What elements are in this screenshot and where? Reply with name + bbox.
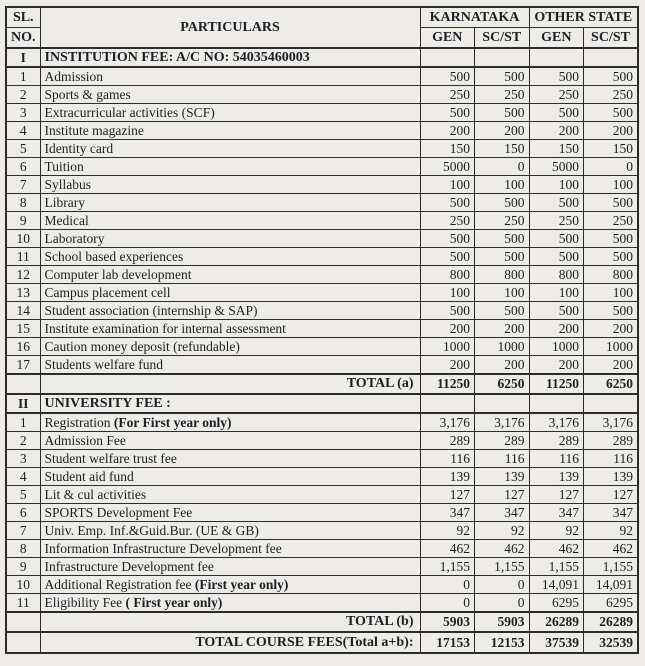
row-serial: 15 bbox=[6, 320, 40, 338]
particulars-text: Infrastructure Development fee bbox=[44, 558, 214, 574]
row-serial: 6 bbox=[6, 504, 40, 522]
cell-value: 250 bbox=[475, 86, 530, 104]
cell-value: 100 bbox=[584, 284, 639, 302]
fee-row bbox=[6, 522, 638, 540]
cell-value: 500 bbox=[475, 67, 530, 86]
row-particulars bbox=[40, 248, 420, 266]
cell-value: 5000 bbox=[420, 158, 475, 176]
total-serial bbox=[6, 374, 40, 394]
cell-value: 462 bbox=[529, 540, 584, 558]
cell-value: 139 bbox=[584, 468, 639, 486]
cell-value: 1,155 bbox=[475, 558, 530, 576]
section-serial: II bbox=[6, 394, 40, 413]
row-particulars bbox=[40, 576, 420, 594]
total-label: TOTAL (b) bbox=[40, 612, 420, 632]
row-particulars bbox=[40, 356, 420, 375]
section-serial: I bbox=[6, 48, 40, 67]
row-serial: 9 bbox=[6, 212, 40, 230]
row-serial: 16 bbox=[6, 338, 40, 356]
header-sl: SL. bbox=[6, 7, 40, 28]
fee-row bbox=[6, 468, 638, 486]
cell-value: 347 bbox=[475, 504, 530, 522]
cell-value: 250 bbox=[475, 212, 530, 230]
cell-value: 5903 bbox=[420, 612, 475, 632]
row-particulars bbox=[40, 450, 420, 468]
cell-value bbox=[584, 48, 639, 67]
row-serial: 12 bbox=[6, 266, 40, 284]
cell-value: 11250 bbox=[420, 374, 475, 394]
row-serial: 14 bbox=[6, 302, 40, 320]
cell-value: 500 bbox=[584, 194, 639, 212]
cell-value: 250 bbox=[420, 212, 475, 230]
cell-value: 200 bbox=[475, 356, 530, 375]
row-particulars bbox=[40, 122, 420, 140]
row-serial: 2 bbox=[6, 432, 40, 450]
row-serial: 17 bbox=[6, 356, 40, 375]
cell-value: 200 bbox=[584, 122, 639, 140]
cell-value: 500 bbox=[529, 248, 584, 266]
cell-value: 500 bbox=[529, 230, 584, 248]
cell-value: 462 bbox=[475, 540, 530, 558]
particulars-text: Medical bbox=[44, 212, 89, 228]
fee-row bbox=[6, 413, 638, 432]
cell-value: 26289 bbox=[529, 612, 584, 632]
cell-value: 200 bbox=[529, 356, 584, 375]
cell-value: 200 bbox=[420, 356, 475, 375]
header-karnataka-gen: GEN bbox=[420, 28, 475, 49]
cell-value bbox=[475, 48, 530, 67]
cell-value: 200 bbox=[475, 122, 530, 140]
fee-row bbox=[6, 67, 638, 86]
fee-row bbox=[6, 266, 638, 284]
cell-value: 289 bbox=[584, 432, 639, 450]
cell-value: 500 bbox=[475, 104, 530, 122]
cell-value: 500 bbox=[420, 248, 475, 266]
row-serial: 7 bbox=[6, 522, 40, 540]
cell-value: 1000 bbox=[420, 338, 475, 356]
cell-value: 200 bbox=[529, 320, 584, 338]
cell-value: 92 bbox=[475, 522, 530, 540]
row-serial: 13 bbox=[6, 284, 40, 302]
row-serial: 8 bbox=[6, 194, 40, 212]
section-total-row bbox=[6, 612, 638, 632]
row-serial: 6 bbox=[6, 158, 40, 176]
row-serial: 3 bbox=[6, 104, 40, 122]
cell-value: 800 bbox=[420, 266, 475, 284]
header-other-state-gen: GEN bbox=[529, 28, 584, 49]
cell-value bbox=[420, 394, 475, 413]
cell-value: 250 bbox=[584, 212, 639, 230]
cell-value bbox=[420, 48, 475, 67]
total-label: TOTAL (a) bbox=[40, 374, 420, 394]
cell-value: 127 bbox=[584, 486, 639, 504]
row-serial: 3 bbox=[6, 450, 40, 468]
cell-value: 100 bbox=[420, 176, 475, 194]
fee-row bbox=[6, 176, 638, 194]
row-particulars bbox=[40, 140, 420, 158]
row-particulars bbox=[40, 413, 420, 432]
cell-value: 800 bbox=[584, 266, 639, 284]
row-serial: 2 bbox=[6, 86, 40, 104]
cell-value: 26289 bbox=[584, 612, 639, 632]
particulars-text: Library bbox=[44, 194, 85, 210]
cell-value: 100 bbox=[475, 284, 530, 302]
cell-value: 1000 bbox=[475, 338, 530, 356]
cell-value: 1,155 bbox=[529, 558, 584, 576]
particulars-text: Student association (internship & SAP) bbox=[44, 302, 258, 318]
cell-value bbox=[529, 394, 584, 413]
cell-value: 500 bbox=[584, 230, 639, 248]
cell-value: 3,176 bbox=[529, 413, 584, 432]
particulars-text: SPORTS Development Fee bbox=[44, 504, 193, 520]
fee-row bbox=[6, 86, 638, 104]
cell-value: 500 bbox=[475, 230, 530, 248]
cell-value: 5000 bbox=[529, 158, 584, 176]
row-serial: 1 bbox=[6, 413, 40, 432]
cell-value: 250 bbox=[529, 212, 584, 230]
cell-value: 0 bbox=[475, 158, 530, 176]
particulars-text: Institute magazine bbox=[44, 122, 144, 138]
row-particulars bbox=[40, 504, 420, 522]
cell-value: 92 bbox=[584, 522, 639, 540]
cell-value: 200 bbox=[475, 320, 530, 338]
row-serial: 5 bbox=[6, 486, 40, 504]
row-particulars bbox=[40, 158, 420, 176]
grand-total-serial bbox=[6, 632, 40, 653]
row-serial: 7 bbox=[6, 176, 40, 194]
cell-value: 500 bbox=[475, 248, 530, 266]
cell-value: 500 bbox=[584, 248, 639, 266]
particulars-text: Institute examination for internal assessment bbox=[44, 320, 286, 336]
fee-row bbox=[6, 338, 638, 356]
row-particulars bbox=[40, 540, 420, 558]
cell-value: 250 bbox=[420, 86, 475, 104]
fee-row bbox=[6, 140, 638, 158]
particulars-text: Campus placement cell bbox=[44, 284, 171, 300]
cell-value: 127 bbox=[420, 486, 475, 504]
cell-value: 200 bbox=[420, 320, 475, 338]
row-particulars bbox=[40, 266, 420, 284]
row-serial: 10 bbox=[6, 576, 40, 594]
cell-value: 250 bbox=[584, 86, 639, 104]
particulars-text: Sports & games bbox=[44, 86, 131, 102]
header-particulars: PARTICULARS bbox=[40, 7, 420, 48]
cell-value: 1000 bbox=[584, 338, 639, 356]
fee-row bbox=[6, 450, 638, 468]
cell-value: 32539 bbox=[584, 632, 639, 653]
cell-value: 3,176 bbox=[475, 413, 530, 432]
cell-value: 100 bbox=[529, 176, 584, 194]
cell-value: 6295 bbox=[584, 594, 639, 613]
particulars-text: Extracurricular activities (SCF) bbox=[44, 104, 215, 120]
particulars-text: Registration bbox=[44, 414, 114, 430]
cell-value: 3,176 bbox=[420, 413, 475, 432]
cell-value: 800 bbox=[475, 266, 530, 284]
fee-row bbox=[6, 302, 638, 320]
cell-value: 6250 bbox=[475, 374, 530, 394]
cell-value: 92 bbox=[420, 522, 475, 540]
cell-value: 139 bbox=[529, 468, 584, 486]
cell-value: 3,176 bbox=[584, 413, 639, 432]
row-particulars bbox=[40, 338, 420, 356]
cell-value: 0 bbox=[420, 576, 475, 594]
row-serial: 4 bbox=[6, 122, 40, 140]
row-serial: 10 bbox=[6, 230, 40, 248]
cell-value: 0 bbox=[475, 576, 530, 594]
cell-value: 5903 bbox=[475, 612, 530, 632]
cell-value: 200 bbox=[584, 356, 639, 375]
cell-value: 139 bbox=[420, 468, 475, 486]
cell-value: 127 bbox=[529, 486, 584, 504]
cell-value: 100 bbox=[529, 284, 584, 302]
header-other-state-scst: SC/ST bbox=[584, 28, 639, 49]
cell-value: 347 bbox=[584, 504, 639, 522]
row-particulars bbox=[40, 320, 420, 338]
cell-value: 250 bbox=[529, 86, 584, 104]
particulars-text: Lit & cul activities bbox=[44, 486, 147, 502]
header-karnataka: KARNATAKA bbox=[420, 7, 529, 28]
cell-value: 289 bbox=[420, 432, 475, 450]
row-particulars bbox=[40, 194, 420, 212]
cell-value: 500 bbox=[529, 104, 584, 122]
cell-value: 37539 bbox=[529, 632, 584, 653]
cell-value: 500 bbox=[475, 194, 530, 212]
particulars-text: Syllabus bbox=[44, 176, 92, 192]
row-serial: 5 bbox=[6, 140, 40, 158]
cell-value: 116 bbox=[529, 450, 584, 468]
row-particulars bbox=[40, 284, 420, 302]
particulars-text: Additional Registration fee bbox=[44, 576, 195, 592]
row-serial: 11 bbox=[6, 248, 40, 266]
particulars-bold-text: (For First year only) bbox=[113, 414, 232, 430]
header-karnataka-scst: SC/ST bbox=[475, 28, 530, 49]
fee-row bbox=[6, 248, 638, 266]
row-serial: 8 bbox=[6, 540, 40, 558]
fee-row bbox=[6, 194, 638, 212]
fee-row bbox=[6, 230, 638, 248]
row-serial: 11 bbox=[6, 594, 40, 613]
particulars-text: Student aid fund bbox=[44, 468, 134, 484]
section-total-row bbox=[6, 374, 638, 394]
cell-value: 500 bbox=[529, 302, 584, 320]
fee-row bbox=[6, 576, 638, 594]
fee-row bbox=[6, 104, 638, 122]
fee-row bbox=[6, 320, 638, 338]
particulars-text: Eligibility Fee bbox=[44, 594, 126, 610]
cell-value: 0 bbox=[584, 158, 639, 176]
cell-value: 12153 bbox=[475, 632, 530, 653]
row-serial: 4 bbox=[6, 468, 40, 486]
cell-value: 289 bbox=[529, 432, 584, 450]
cell-value: 347 bbox=[529, 504, 584, 522]
cell-value: 289 bbox=[475, 432, 530, 450]
cell-value: 150 bbox=[420, 140, 475, 158]
fee-row bbox=[6, 212, 638, 230]
cell-value: 116 bbox=[420, 450, 475, 468]
row-particulars bbox=[40, 486, 420, 504]
cell-value: 17153 bbox=[420, 632, 475, 653]
particulars-text: Admission Fee bbox=[44, 432, 126, 448]
particulars-text: Caution money deposit (refundable) bbox=[44, 338, 240, 354]
particulars-text: Univ. Emp. Inf.&Guid.Bur. (UE & GB) bbox=[44, 522, 259, 538]
row-particulars bbox=[40, 67, 420, 86]
fee-row bbox=[6, 504, 638, 522]
particulars-text: Identity card bbox=[44, 140, 114, 156]
fee-row bbox=[6, 432, 638, 450]
cell-value: 150 bbox=[475, 140, 530, 158]
row-particulars bbox=[40, 468, 420, 486]
cell-value: 462 bbox=[584, 540, 639, 558]
cell-value: 100 bbox=[420, 284, 475, 302]
cell-value: 100 bbox=[475, 176, 530, 194]
row-particulars bbox=[40, 230, 420, 248]
cell-value: 6295 bbox=[529, 594, 584, 613]
particulars-text: Admission bbox=[44, 68, 104, 84]
cell-value: 150 bbox=[584, 140, 639, 158]
fee-row bbox=[6, 486, 638, 504]
cell-value bbox=[475, 394, 530, 413]
fee-row bbox=[6, 284, 638, 302]
fee-row bbox=[6, 356, 638, 375]
particulars-text: Computer lab development bbox=[44, 266, 192, 282]
row-particulars bbox=[40, 558, 420, 576]
cell-value: 116 bbox=[584, 450, 639, 468]
cell-value: 100 bbox=[584, 176, 639, 194]
cell-value: 500 bbox=[420, 194, 475, 212]
fee-row bbox=[6, 158, 638, 176]
cell-value: 500 bbox=[420, 104, 475, 122]
fee-row bbox=[6, 558, 638, 576]
cell-value: 347 bbox=[420, 504, 475, 522]
cell-value: 500 bbox=[584, 104, 639, 122]
cell-value: 0 bbox=[475, 594, 530, 613]
grand-total-row bbox=[6, 632, 638, 653]
particulars-text: Students welfare fund bbox=[44, 356, 163, 372]
particulars-text: Student welfare trust fee bbox=[44, 450, 177, 466]
particulars-text: Tuition bbox=[44, 158, 84, 174]
fee-table-header bbox=[6, 7, 638, 48]
fee-row bbox=[6, 122, 638, 140]
cell-value: 500 bbox=[584, 302, 639, 320]
fee-table bbox=[5, 6, 639, 654]
fee-table-body bbox=[6, 48, 638, 653]
cell-value: 14,091 bbox=[584, 576, 639, 594]
cell-value: 11250 bbox=[529, 374, 584, 394]
section-header-row bbox=[6, 394, 638, 413]
row-particulars bbox=[40, 302, 420, 320]
cell-value bbox=[529, 48, 584, 67]
cell-value: 500 bbox=[475, 302, 530, 320]
cell-value: 800 bbox=[529, 266, 584, 284]
particulars-bold-text: (First year only) bbox=[194, 576, 289, 592]
cell-value: 1,155 bbox=[584, 558, 639, 576]
cell-value: 200 bbox=[420, 122, 475, 140]
row-particulars bbox=[40, 522, 420, 540]
cell-value: 150 bbox=[529, 140, 584, 158]
row-particulars bbox=[40, 594, 420, 613]
particulars-bold-text: ( First year only) bbox=[125, 594, 223, 610]
row-serial: 9 bbox=[6, 558, 40, 576]
row-particulars bbox=[40, 432, 420, 450]
cell-value: 92 bbox=[529, 522, 584, 540]
total-serial bbox=[6, 612, 40, 632]
row-particulars bbox=[40, 104, 420, 122]
row-serial: 1 bbox=[6, 67, 40, 86]
section-header-row bbox=[6, 48, 638, 67]
cell-value: 500 bbox=[420, 67, 475, 86]
cell-value: 462 bbox=[420, 540, 475, 558]
particulars-text: Information Infrastructure Development fee bbox=[44, 540, 282, 556]
row-particulars bbox=[40, 176, 420, 194]
cell-value: 1,155 bbox=[420, 558, 475, 576]
cell-value bbox=[584, 394, 639, 413]
grand-total-label: TOTAL COURSE FEES(Total a+b): bbox=[40, 632, 420, 653]
cell-value: 139 bbox=[475, 468, 530, 486]
row-particulars bbox=[40, 212, 420, 230]
section-title: INSTITUTION FEE: A/C NO: 54035460003 bbox=[40, 48, 420, 67]
cell-value: 500 bbox=[420, 302, 475, 320]
particulars-text: Laboratory bbox=[44, 230, 105, 246]
cell-value: 127 bbox=[475, 486, 530, 504]
cell-value: 500 bbox=[584, 67, 639, 86]
cell-value: 500 bbox=[529, 194, 584, 212]
fee-row bbox=[6, 540, 638, 558]
header-no: NO. bbox=[6, 28, 40, 49]
fee-row bbox=[6, 594, 638, 613]
header-other-state: OTHER STATE bbox=[529, 7, 638, 28]
row-particulars bbox=[40, 86, 420, 104]
cell-value: 200 bbox=[529, 122, 584, 140]
cell-value: 14,091 bbox=[529, 576, 584, 594]
particulars-text: School based experiences bbox=[44, 248, 184, 264]
cell-value: 500 bbox=[529, 67, 584, 86]
section-title: UNIVERSITY FEE : bbox=[40, 394, 420, 413]
cell-value: 6250 bbox=[584, 374, 639, 394]
cell-value: 200 bbox=[584, 320, 639, 338]
cell-value: 0 bbox=[420, 594, 475, 613]
cell-value: 116 bbox=[475, 450, 530, 468]
cell-value: 1000 bbox=[529, 338, 584, 356]
cell-value: 500 bbox=[420, 230, 475, 248]
